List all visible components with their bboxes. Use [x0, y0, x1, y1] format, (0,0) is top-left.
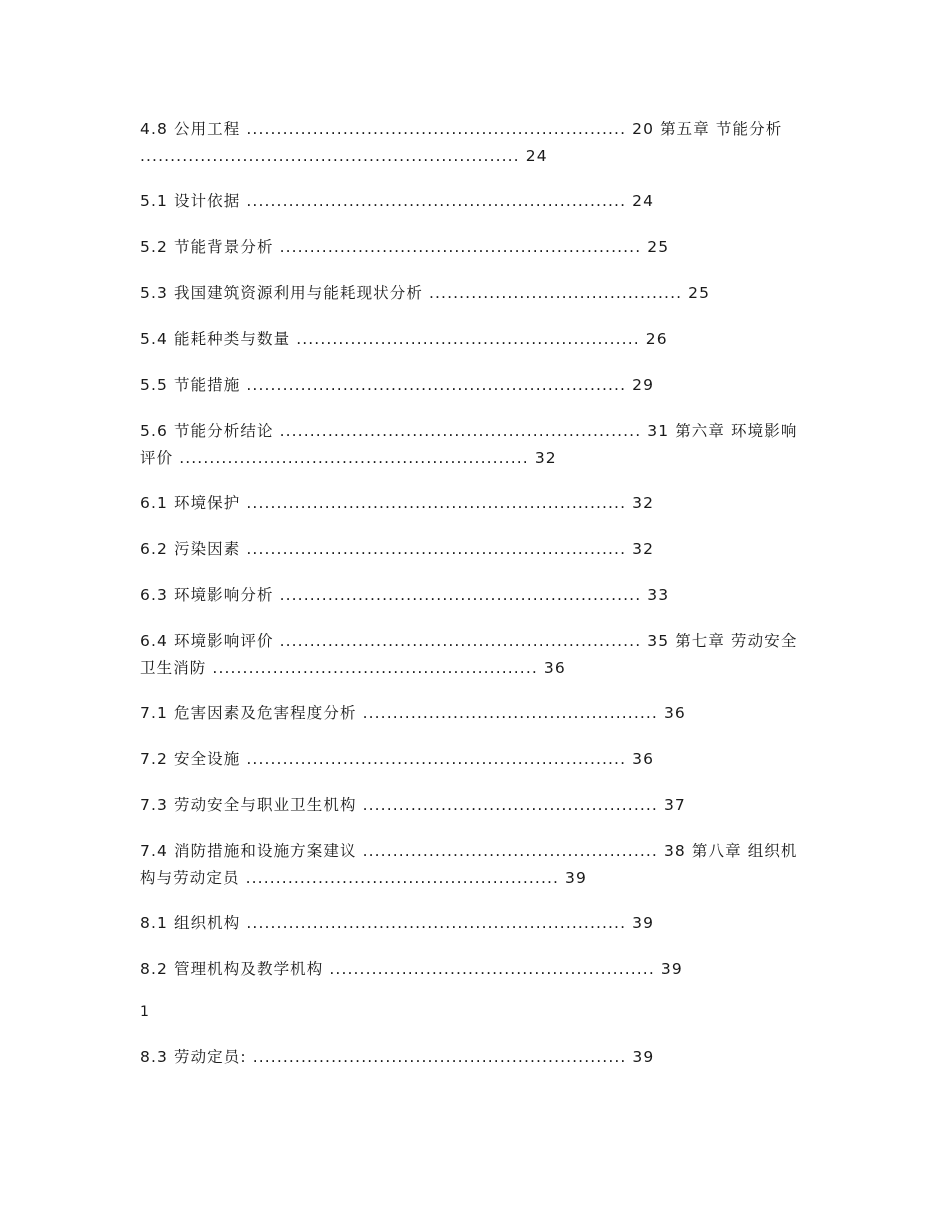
toc-entry[interactable]: 5.3 我国建筑资源利用与能耗现状分析 .......................................... 25 [140, 284, 711, 302]
toc-entry[interactable]: 5.2 节能背景分析 ............................................................ 25 [140, 238, 670, 256]
toc-entry[interactable]: 6.4 环境影响评价 ............................................................ 35 第七章 劳动安全卫生消防 ...................................................... 36 [140, 632, 798, 677]
toc-entry[interactable]: 7.4 消防措施和设施方案建议 ................................................. 38 第八章 组织机构与劳动定员 .................................................... 39 [140, 842, 798, 887]
page-number: 1 [140, 1004, 150, 1020]
toc-entry[interactable]: 8.3 劳动定员: .............................................................. 39 [140, 1048, 655, 1066]
toc-entry[interactable]: 5.5 节能措施 ............................................................... 29 [140, 376, 655, 394]
toc-entry[interactable]: 4.8 公用工程 ............................................................... 20 第五章 节能分析 ............................................................... 24 [140, 120, 783, 165]
toc-entry[interactable]: 7.3 劳动安全与职业卫生机构 ................................................. 37 [140, 796, 686, 814]
toc-entry[interactable]: 8.1 组织机构 ............................................................... 39 [140, 914, 655, 932]
toc-entry[interactable]: 6.3 环境影响分析 ............................................................ 33 [140, 586, 670, 604]
toc-entry[interactable]: 7.2 安全设施 ............................................................... 36 [140, 750, 655, 768]
table-of-contents [140, 116, 812, 1090]
toc-entry[interactable]: 8.2 管理机构及教学机构 ...................................................... 39 [140, 960, 683, 978]
toc-entry[interactable]: 6.2 污染因素 ............................................................... 32 [140, 540, 655, 558]
toc-entry[interactable]: 5.4 能耗种类与数量 ......................................................... 26 [140, 330, 668, 348]
toc-entry[interactable]: 6.1 环境保护 ............................................................... 32 [140, 494, 655, 512]
toc-entry[interactable]: 5.1 设计依据 ............................................................... 24 [140, 192, 655, 210]
toc-entry[interactable]: 5.6 节能分析结论 ............................................................ 31 第六章 环境影响评价 .......................................................... 32 [140, 422, 798, 467]
toc-entry[interactable]: 7.1 危害因素及危害程度分析 ................................................. 36 [140, 704, 686, 722]
